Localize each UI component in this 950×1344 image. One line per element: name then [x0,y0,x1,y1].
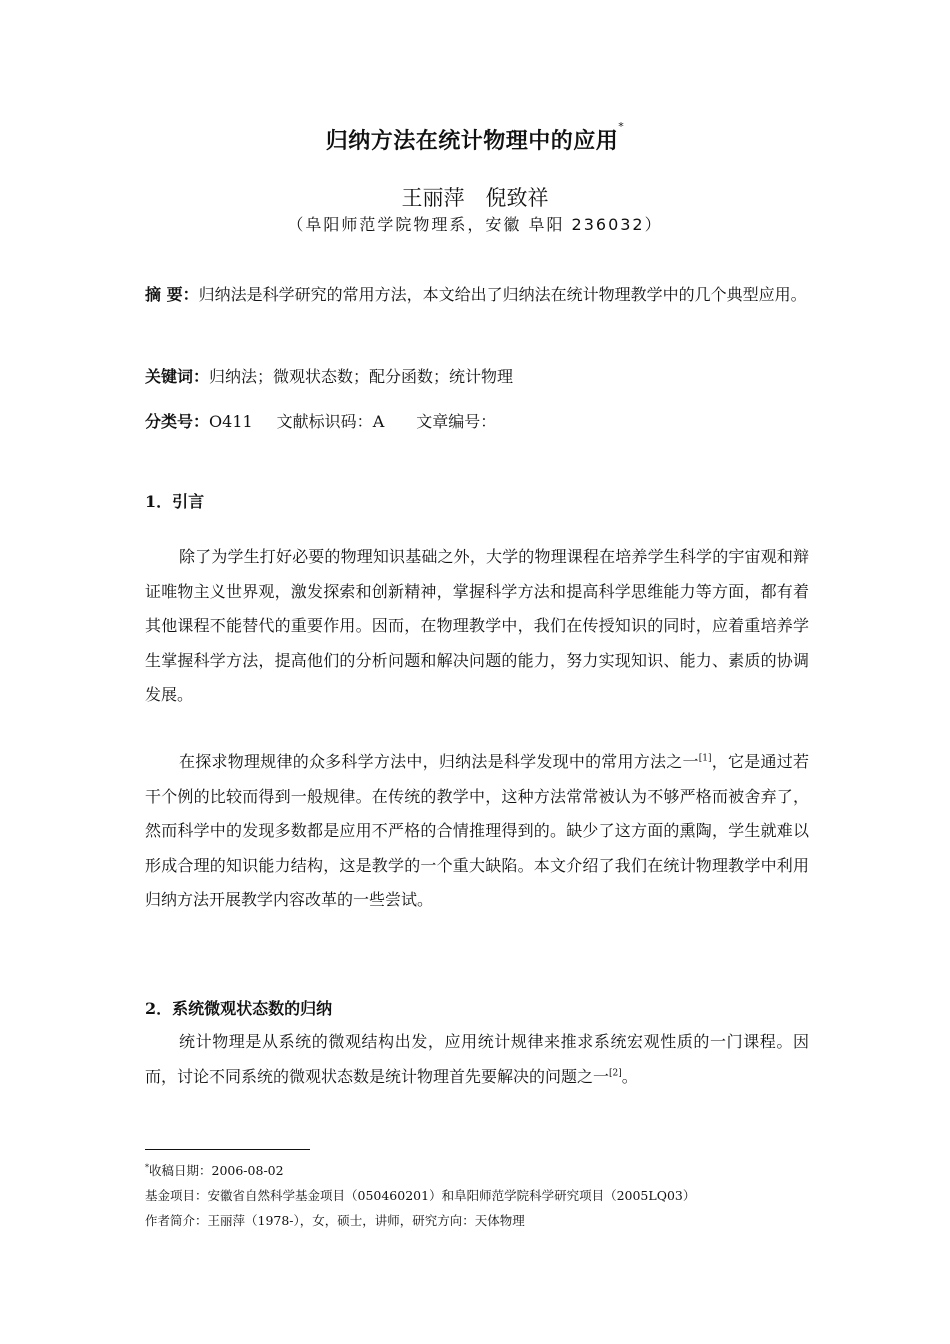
paper-title-text: 归纳方法在统计物理中的应用 [325,129,619,154]
classification-label: 分类号： [145,412,210,431]
citation-ref-1: [1] [698,753,712,764]
keywords-label: 关键词： [145,367,210,386]
article-number-label: 文章编号： [416,412,497,431]
footnote-received [145,1161,284,1179]
section-1-paragraph-2 [145,745,809,918]
keywords [145,364,513,387]
section-1-paragraph-2-text-a: 在探求物理规律的众多科学方法中，归纳法是科学发现中的常用方法之一 [179,752,699,771]
paper-title [0,120,950,155]
section-2-paragraph-1 [145,1025,809,1094]
classification-line [145,409,496,432]
footnote-fund: 基金项目：安徽省自然科学基金项目（050460201）和阜阳师范学院科学研究项目（2005LQ03） [145,1188,696,1203]
title-footnote-mark: * [618,120,625,133]
section-1-heading: 1．引言 [145,492,205,511]
citation-ref-2: [2] [609,1068,622,1079]
section-2-paragraph-1-text-a: 统计物理是从系统的微观结构出发，应用统计规律来推求系统宏观性质的一门课程。因而，讨论不同系统的微观状态数是统计物理首先要解决的问题之一 [145,1032,809,1086]
footnote-author-bio: 作者简介：王丽萍（1978-），女，硕士，讲师，研究方向：天体物理 [145,1213,525,1228]
section-2-paragraph-1-text-b: 。 [621,1066,638,1086]
paper-authors: 王丽萍 倪致祥 [401,186,549,210]
section-1-paragraph-1: 除了为学生打好必要的物理知识基础之外，大学的物理课程在培养学生科学的宇宙观和辩证唯物主义世界观，激发探索和创新精神，掌握科学方法和提高科学思维能力等方面，都有着其他课程不能替代的重要作用。因而，在物理教学中，我们在传授知识的同时，应着重培养学生掌握科学方法，提高他们的分析问题和解决问题的能力，努力实现知识、能力、素质的协调发展。 [145,547,809,705]
footnote-divider [145,1149,310,1150]
footnote-received-text: 收稿日期：2006-08-02 [149,1163,284,1178]
abstract-label: 摘 要： [145,285,199,304]
doc-code-value: A [372,412,385,431]
keywords-text: 归纳法；微观状态数；配分函数；统计物理 [209,367,514,386]
abstract [145,278,813,311]
abstract-text: 归纳法是科学研究的常用方法，本文给出了归纳法在统计物理教学中的几个典型应用。 [198,285,807,304]
doc-code-label: 文献标识码： [276,412,373,431]
section-2-heading: 2．系统微观状态数的归纳 [145,999,333,1018]
paper-affiliation: （阜阳师范学院物理系，安徽 阜阳 236032） [287,215,663,234]
footnote-received-mark: * [145,1162,149,1172]
classification-value: O411 [209,412,253,431]
section-1-paragraph-2-text-b: ，它是通过若干个例的比较而得到一般规律。在传统的教学中，这种方法常常被认为不够严格而被舍弃了，然而科学中的发现多数都是应用不严格的合情推理得到的。缺少了这方面的熏陶，学生就难以形成合理的知识能力结构，这是教学的一个重大缺陷。本文介绍了我们在统计物理教学中利用归纳方法开展教学内容改革的一些尝试。 [145,752,809,910]
